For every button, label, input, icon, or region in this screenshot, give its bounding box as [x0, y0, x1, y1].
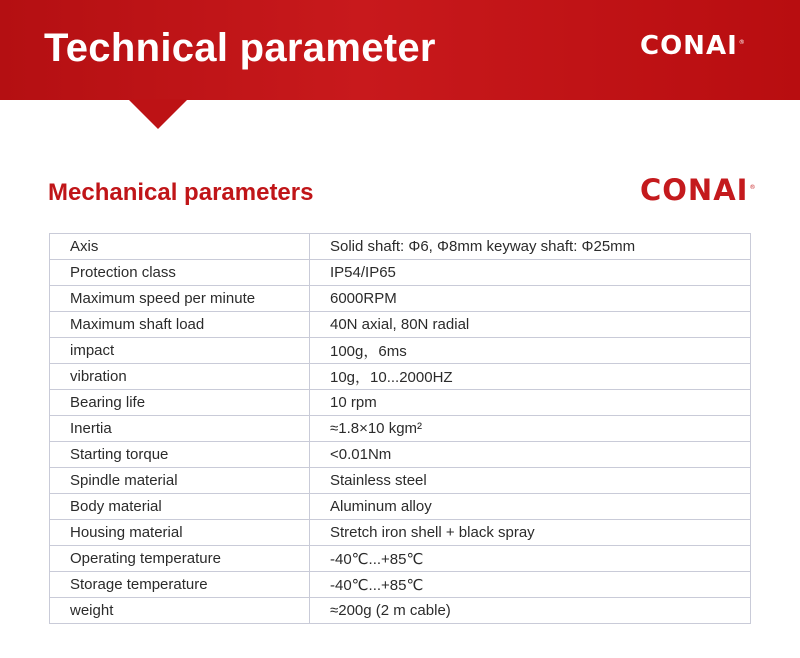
table-row — [50, 572, 751, 598]
table-row — [50, 546, 751, 572]
parameter-label: Body material — [50, 494, 310, 520]
parameter-value: 100g，6ms — [310, 338, 751, 364]
parameters-table — [49, 233, 751, 624]
table-row — [50, 468, 751, 494]
parameter-label: Spindle material — [50, 468, 310, 494]
parameter-label: Inertia — [50, 416, 310, 442]
table-row — [50, 390, 751, 416]
parameter-value: IP54/IP65 — [310, 260, 751, 286]
parameter-value: ≈1.8×10 kgm² — [310, 416, 751, 442]
table-row — [50, 442, 751, 468]
parameter-value: Solid shaft: Φ6, Φ8mm keyway shaft: Φ25mm — [310, 234, 751, 260]
parameter-value: 10g，10...2000HZ — [310, 364, 751, 390]
parameter-value: 10 rpm — [310, 390, 751, 416]
parameter-label: Maximum speed per minute — [50, 286, 310, 312]
parameter-label: Maximum shaft load — [50, 312, 310, 338]
table-row — [50, 364, 751, 390]
parameter-value: -40℃...+85℃ — [310, 572, 751, 598]
table-row — [50, 286, 751, 312]
parameter-label: impact — [50, 338, 310, 364]
parameter-value: 40N axial, 80N radial — [310, 312, 751, 338]
brand-logo-header — [640, 33, 746, 59]
table-row — [50, 338, 751, 364]
parameter-label: Axis — [50, 234, 310, 260]
brand-logo-section — [640, 173, 757, 207]
parameter-label: Bearing life — [50, 390, 310, 416]
parameter-value: Aluminum alloy — [310, 494, 751, 520]
banner-pointer — [128, 99, 188, 129]
parameter-label: Operating temperature — [50, 546, 310, 572]
registered-mark: ® — [738, 39, 746, 47]
parameter-value: -40℃...+85℃ — [310, 546, 751, 572]
table-row — [50, 260, 751, 286]
parameter-label: vibration — [50, 364, 310, 390]
parameter-label: Storage temperature — [50, 572, 310, 598]
table-row — [50, 312, 751, 338]
parameter-value: ≈200g (2 m cable) — [310, 598, 751, 624]
table-row — [50, 520, 751, 546]
parameter-value: Stretch iron shell + black spray — [310, 520, 751, 546]
parameter-label: Housing material — [50, 520, 310, 546]
logo-text: CONAI — [640, 31, 738, 61]
parameter-value: <0.01Nm — [310, 442, 751, 468]
table-row — [50, 598, 751, 624]
table-row — [50, 494, 751, 520]
table-row — [50, 234, 751, 260]
table-row — [50, 416, 751, 442]
registered-mark: ® — [749, 184, 757, 192]
parameter-value: 6000RPM — [310, 286, 751, 312]
page-title: Technical parameter — [44, 26, 436, 70]
section-title: Mechanical parameters — [48, 179, 314, 206]
parameter-label: Starting torque — [50, 442, 310, 468]
logo-text: CONAI — [640, 173, 749, 207]
parameter-label: weight — [50, 598, 310, 624]
parameter-value: Stainless steel — [310, 468, 751, 494]
parameter-label: Protection class — [50, 260, 310, 286]
